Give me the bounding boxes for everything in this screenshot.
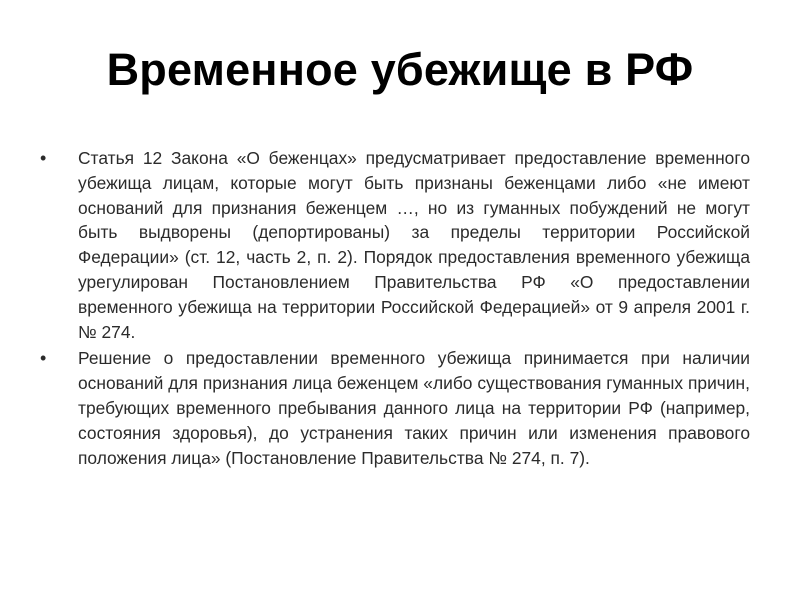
bullet-dot-icon: • bbox=[40, 148, 47, 168]
bullet-item-decision bbox=[40, 346, 750, 470]
bullet-list bbox=[40, 146, 750, 472]
bullet-dot-icon: • bbox=[40, 348, 47, 369]
bullet-text-article-12: Статья 12 Закона «О беженцах» предусматривает предоставление временного убежища лицам, которые могут быть признаны беженцами либо «не имеют оснований для признания беженцем …, но из гуманных побуждений не могут быть выдворены (депортированы) за пределы территории Российской Федерации» (ст. 12, часть 2, п. 2). Порядок предоставления временного убежища урегулирован Постановлением Правительства РФ «О предоставлении временного убежища на территории Российской Федерацией» от 9 апреля 2001 г. № 274. bbox=[78, 148, 750, 342]
slide-title: Временное убежище в РФ bbox=[106, 44, 694, 95]
bullet-text-decision: Решение о предоставлении временного убежища принимается при наличии оснований для признания лица беженцем «либо существования гуманных причин, требующих временного пребывания данного лица на территории РФ (например, состояния здоровья), до устранения таких причин или изменения правового положения лица» (Постановление Правительства № 274, п. 7). bbox=[78, 348, 750, 468]
bullet-item-article-12 bbox=[40, 146, 750, 344]
